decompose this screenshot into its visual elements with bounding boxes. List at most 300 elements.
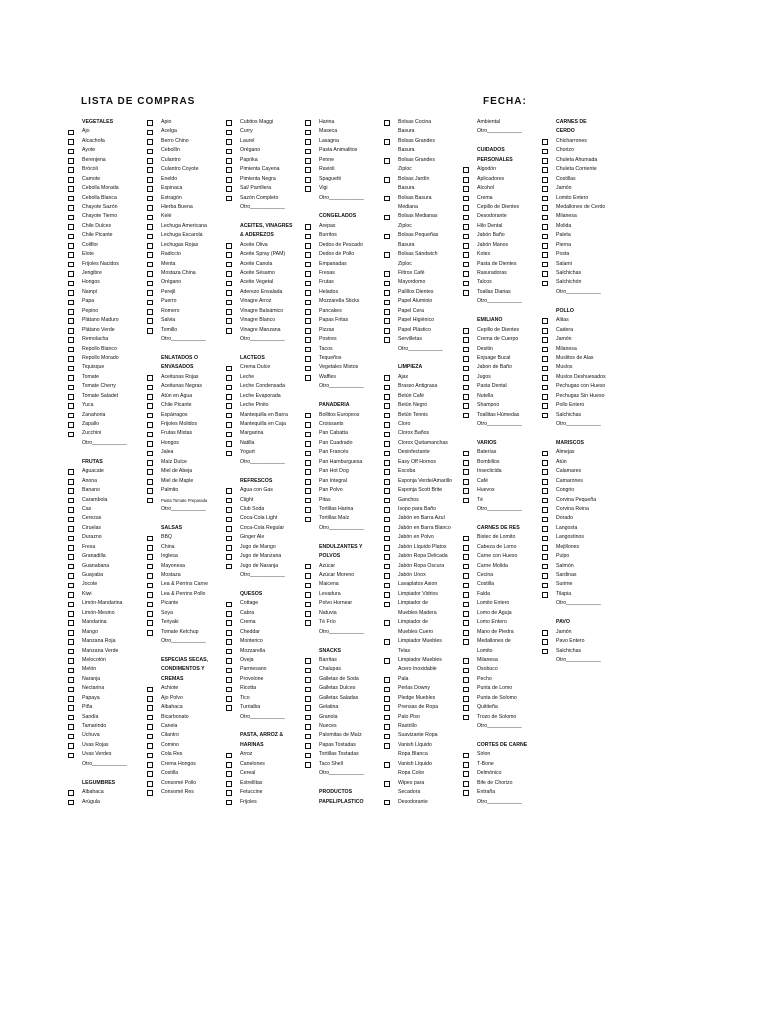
- list-item[interactable]: [376, 552, 458, 561]
- list-item[interactable]: [376, 411, 458, 420]
- list-item[interactable]: [218, 665, 300, 674]
- checkbox-icon[interactable]: [147, 158, 153, 164]
- list-item[interactable]: [455, 401, 537, 410]
- checkbox-icon[interactable]: [68, 158, 74, 164]
- list-item[interactable]: [297, 694, 379, 703]
- checkbox-icon[interactable]: [463, 753, 469, 759]
- checkbox-icon[interactable]: [384, 469, 390, 475]
- checkbox-icon[interactable]: [305, 300, 311, 306]
- checkbox-icon[interactable]: [226, 422, 232, 428]
- list-item[interactable]: [534, 373, 616, 382]
- checkbox-icon[interactable]: [463, 602, 469, 608]
- list-item[interactable]: [534, 628, 616, 637]
- checkbox-icon[interactable]: [384, 290, 390, 296]
- checkbox-icon[interactable]: [305, 507, 311, 513]
- checkbox-icon[interactable]: [384, 441, 390, 447]
- list-item[interactable]: [297, 722, 379, 731]
- list-item[interactable]: [218, 137, 300, 146]
- checkbox-icon[interactable]: [384, 177, 390, 183]
- list-item[interactable]: [139, 297, 221, 306]
- checkbox-icon[interactable]: [147, 469, 153, 475]
- list-item[interactable]: [60, 363, 142, 372]
- list-item[interactable]: [218, 656, 300, 665]
- list-item[interactable]: [376, 382, 458, 391]
- checkbox-icon[interactable]: [68, 318, 74, 324]
- checkbox-icon[interactable]: [305, 668, 311, 674]
- list-item[interactable]: [139, 590, 221, 599]
- list-item[interactable]: [455, 231, 537, 240]
- list-item[interactable]: [218, 647, 300, 656]
- list-item[interactable]: [297, 458, 379, 467]
- list-item[interactable]: [60, 647, 142, 656]
- checkbox-icon[interactable]: [305, 120, 311, 126]
- checkbox-icon[interactable]: [305, 130, 311, 136]
- checkbox-icon[interactable]: [147, 224, 153, 230]
- checkbox-icon[interactable]: [384, 120, 390, 126]
- list-item[interactable]: [297, 750, 379, 759]
- list-item[interactable]: [376, 156, 458, 165]
- checkbox-icon[interactable]: [384, 196, 390, 202]
- checkbox-icon[interactable]: [305, 724, 311, 730]
- list-item[interactable]: [60, 345, 142, 354]
- checkbox-icon[interactable]: [147, 592, 153, 598]
- list-item[interactable]: [455, 288, 537, 297]
- list-item[interactable]: [376, 703, 458, 712]
- checkbox-icon[interactable]: [542, 205, 548, 211]
- checkbox-icon[interactable]: [542, 318, 548, 324]
- list-item[interactable]: [455, 552, 537, 561]
- list-item[interactable]: [60, 750, 142, 759]
- list-item[interactable]: [60, 326, 142, 335]
- checkbox-icon[interactable]: [147, 196, 153, 202]
- list-item[interactable]: [534, 363, 616, 372]
- list-item[interactable]: [139, 552, 221, 561]
- list-item[interactable]: [534, 448, 616, 457]
- checkbox-icon[interactable]: [226, 413, 232, 419]
- checkbox-icon[interactable]: [542, 281, 548, 287]
- checkbox-icon[interactable]: [542, 356, 548, 362]
- checkbox-icon[interactable]: [226, 403, 232, 409]
- checkbox-icon[interactable]: [147, 715, 153, 721]
- list-item[interactable]: [534, 411, 616, 420]
- checkbox-icon[interactable]: [147, 130, 153, 136]
- checkbox-icon[interactable]: [463, 658, 469, 664]
- checkbox-icon[interactable]: [147, 120, 153, 126]
- checkbox-icon[interactable]: [384, 602, 390, 608]
- list-item[interactable]: [297, 335, 379, 344]
- list-item[interactable]: [455, 769, 537, 778]
- list-item[interactable]: [60, 656, 142, 665]
- checkbox-icon[interactable]: [542, 337, 548, 343]
- list-item[interactable]: [455, 345, 537, 354]
- checkbox-icon[interactable]: [226, 300, 232, 306]
- list-item[interactable]: [139, 411, 221, 420]
- list-item[interactable]: [60, 580, 142, 589]
- list-item[interactable]: [534, 278, 616, 287]
- checkbox-icon[interactable]: [226, 271, 232, 277]
- checkbox-icon[interactable]: [68, 611, 74, 617]
- list-item[interactable]: [376, 562, 458, 571]
- checkbox-icon[interactable]: [542, 347, 548, 353]
- checkbox-icon[interactable]: [305, 602, 311, 608]
- checkbox-icon[interactable]: [68, 554, 74, 560]
- list-item[interactable]: [297, 231, 379, 240]
- list-item[interactable]: [218, 486, 300, 495]
- checkbox-icon[interactable]: [542, 554, 548, 560]
- checkbox-icon[interactable]: [305, 469, 311, 475]
- list-item[interactable]: [218, 269, 300, 278]
- list-item[interactable]: [297, 656, 379, 665]
- checkbox-icon[interactable]: [68, 215, 74, 221]
- checkbox-icon[interactable]: [463, 583, 469, 589]
- list-item[interactable]: [297, 599, 379, 608]
- checkbox-icon[interactable]: [542, 394, 548, 400]
- checkbox-icon[interactable]: [226, 677, 232, 683]
- list-item[interactable]: [218, 184, 300, 193]
- checkbox-icon[interactable]: [226, 281, 232, 287]
- list-item[interactable]: [139, 269, 221, 278]
- list-item[interactable]: [297, 241, 379, 250]
- list-item[interactable]: [60, 788, 142, 797]
- checkbox-icon[interactable]: [147, 243, 153, 249]
- checkbox-icon[interactable]: [463, 167, 469, 173]
- checkbox-icon[interactable]: [305, 696, 311, 702]
- list-item[interactable]: [139, 713, 221, 722]
- list-item[interactable]: [376, 694, 458, 703]
- list-item[interactable]: [139, 496, 221, 505]
- list-item[interactable]: [534, 580, 616, 589]
- checkbox-icon[interactable]: [384, 705, 390, 711]
- list-item[interactable]: [60, 382, 142, 391]
- list-item[interactable]: [534, 637, 616, 646]
- list-item[interactable]: [218, 363, 300, 372]
- checkbox-icon[interactable]: [305, 158, 311, 164]
- list-item[interactable]: [297, 684, 379, 693]
- checkbox-icon[interactable]: [147, 215, 153, 221]
- list-item[interactable]: [534, 175, 616, 184]
- checkbox-icon[interactable]: [68, 658, 74, 664]
- checkbox-icon[interactable]: [68, 205, 74, 211]
- checkbox-icon[interactable]: [68, 573, 74, 579]
- checkbox-icon[interactable]: [463, 564, 469, 570]
- list-item[interactable]: [376, 429, 458, 438]
- checkbox-icon[interactable]: [68, 517, 74, 523]
- checkbox-icon[interactable]: [147, 724, 153, 730]
- checkbox-icon[interactable]: [147, 139, 153, 145]
- list-item[interactable]: [139, 165, 221, 174]
- checkbox-icon[interactable]: [305, 479, 311, 485]
- checkbox-icon[interactable]: [147, 234, 153, 240]
- checkbox-icon[interactable]: [542, 403, 548, 409]
- list-item[interactable]: [218, 373, 300, 382]
- checkbox-icon[interactable]: [384, 639, 390, 645]
- list-item[interactable]: [60, 278, 142, 287]
- list-item[interactable]: [455, 609, 537, 618]
- checkbox-icon[interactable]: [542, 592, 548, 598]
- checkbox-icon[interactable]: [542, 375, 548, 381]
- list-item[interactable]: [455, 373, 537, 382]
- list-item[interactable]: [376, 118, 458, 127]
- list-item[interactable]: [60, 543, 142, 552]
- checkbox-icon[interactable]: [147, 620, 153, 626]
- checkbox-icon[interactable]: [68, 526, 74, 532]
- list-item[interactable]: [455, 241, 537, 250]
- list-item[interactable]: [218, 505, 300, 514]
- list-item[interactable]: [297, 590, 379, 599]
- list-item[interactable]: [60, 222, 142, 231]
- checkbox-icon[interactable]: [226, 602, 232, 608]
- list-item[interactable]: [60, 637, 142, 646]
- list-item[interactable]: [297, 222, 379, 231]
- checkbox-icon[interactable]: [384, 394, 390, 400]
- list-item[interactable]: [534, 212, 616, 221]
- list-item[interactable]: [376, 477, 458, 486]
- checkbox-icon[interactable]: [147, 149, 153, 155]
- list-item[interactable]: [139, 137, 221, 146]
- checkbox-icon[interactable]: [147, 262, 153, 268]
- list-item[interactable]: [218, 175, 300, 184]
- checkbox-icon[interactable]: [68, 347, 74, 353]
- list-item[interactable]: [60, 741, 142, 750]
- list-item[interactable]: [139, 194, 221, 203]
- list-item[interactable]: [455, 467, 537, 476]
- list-item[interactable]: [60, 609, 142, 618]
- list-item[interactable]: [139, 694, 221, 703]
- list-item[interactable]: [139, 278, 221, 287]
- list-item[interactable]: [455, 203, 537, 212]
- list-item[interactable]: [139, 241, 221, 250]
- list-item[interactable]: [534, 137, 616, 146]
- list-item[interactable]: [297, 477, 379, 486]
- list-item[interactable]: [218, 675, 300, 684]
- list-item[interactable]: [376, 656, 458, 665]
- list-item[interactable]: [376, 731, 458, 740]
- checkbox-icon[interactable]: [147, 611, 153, 617]
- checkbox-icon[interactable]: [68, 696, 74, 702]
- list-item[interactable]: [455, 628, 537, 637]
- list-item[interactable]: [455, 354, 537, 363]
- list-item[interactable]: [297, 250, 379, 259]
- list-item[interactable]: [455, 269, 537, 278]
- checkbox-icon[interactable]: [147, 328, 153, 334]
- checkbox-icon[interactable]: [68, 262, 74, 268]
- list-item[interactable]: [218, 779, 300, 788]
- list-item[interactable]: [60, 269, 142, 278]
- checkbox-icon[interactable]: [147, 318, 153, 324]
- list-item[interactable]: [376, 779, 458, 788]
- list-item[interactable]: [297, 345, 379, 354]
- checkbox-icon[interactable]: [384, 517, 390, 523]
- checkbox-icon[interactable]: [305, 687, 311, 693]
- list-item[interactable]: [218, 694, 300, 703]
- list-item[interactable]: [218, 609, 300, 618]
- list-item[interactable]: [376, 194, 458, 203]
- list-item[interactable]: [139, 203, 221, 212]
- list-item[interactable]: [60, 392, 142, 401]
- checkbox-icon[interactable]: [542, 167, 548, 173]
- list-item[interactable]: [60, 684, 142, 693]
- list-item[interactable]: [455, 571, 537, 580]
- list-item[interactable]: [139, 477, 221, 486]
- checkbox-icon[interactable]: [68, 639, 74, 645]
- checkbox-icon[interactable]: [463, 479, 469, 485]
- checkbox-icon[interactable]: [305, 234, 311, 240]
- list-item[interactable]: [534, 477, 616, 486]
- checkbox-icon[interactable]: [68, 498, 74, 504]
- checkbox-icon[interactable]: [147, 554, 153, 560]
- checkbox-icon[interactable]: [68, 375, 74, 381]
- list-item[interactable]: [218, 401, 300, 410]
- checkbox-icon[interactable]: [542, 460, 548, 466]
- list-item[interactable]: [376, 373, 458, 382]
- list-item[interactable]: [297, 448, 379, 457]
- list-item[interactable]: [218, 307, 300, 316]
- checkbox-icon[interactable]: [463, 413, 469, 419]
- checkbox-icon[interactable]: [226, 432, 232, 438]
- list-item[interactable]: [218, 382, 300, 391]
- checkbox-icon[interactable]: [147, 252, 153, 258]
- list-item[interactable]: [297, 760, 379, 769]
- list-item[interactable]: [60, 175, 142, 184]
- checkbox-icon[interactable]: [147, 205, 153, 211]
- list-item[interactable]: [218, 118, 300, 127]
- checkbox-icon[interactable]: [384, 139, 390, 145]
- list-item[interactable]: [534, 231, 616, 240]
- checkbox-icon[interactable]: [68, 687, 74, 693]
- list-item[interactable]: [60, 496, 142, 505]
- checkbox-icon[interactable]: [68, 167, 74, 173]
- checkbox-icon[interactable]: [68, 743, 74, 749]
- list-item[interactable]: [297, 260, 379, 269]
- checkbox-icon[interactable]: [542, 564, 548, 570]
- checkbox-icon[interactable]: [384, 620, 390, 626]
- list-item[interactable]: [60, 184, 142, 193]
- list-item[interactable]: [376, 231, 458, 240]
- checkbox-icon[interactable]: [463, 186, 469, 192]
- list-item[interactable]: [139, 571, 221, 580]
- list-item[interactable]: [297, 146, 379, 155]
- list-item[interactable]: [297, 137, 379, 146]
- checkbox-icon[interactable]: [226, 696, 232, 702]
- list-item[interactable]: [297, 741, 379, 750]
- checkbox-icon[interactable]: [305, 224, 311, 230]
- list-item[interactable]: [376, 722, 458, 731]
- checkbox-icon[interactable]: [147, 186, 153, 192]
- checkbox-icon[interactable]: [542, 196, 548, 202]
- list-item[interactable]: [376, 278, 458, 287]
- checkbox-icon[interactable]: [226, 536, 232, 542]
- checkbox-icon[interactable]: [68, 300, 74, 306]
- checkbox-icon[interactable]: [305, 139, 311, 145]
- list-item[interactable]: [455, 637, 537, 646]
- list-item[interactable]: [455, 618, 537, 627]
- list-item[interactable]: [218, 250, 300, 259]
- list-item[interactable]: [218, 684, 300, 693]
- list-item[interactable]: [455, 562, 537, 571]
- checkbox-icon[interactable]: [226, 186, 232, 192]
- checkbox-icon[interactable]: [68, 252, 74, 258]
- list-item[interactable]: [60, 722, 142, 731]
- checkbox-icon[interactable]: [463, 271, 469, 277]
- checkbox-icon[interactable]: [226, 385, 232, 391]
- checkbox-icon[interactable]: [226, 507, 232, 513]
- checkbox-icon[interactable]: [147, 602, 153, 608]
- list-item[interactable]: [376, 448, 458, 457]
- list-item[interactable]: [455, 543, 537, 552]
- checkbox-icon[interactable]: [147, 771, 153, 777]
- list-item[interactable]: [60, 354, 142, 363]
- checkbox-icon[interactable]: [147, 630, 153, 636]
- list-item[interactable]: [60, 467, 142, 476]
- checkbox-icon[interactable]: [463, 375, 469, 381]
- list-item[interactable]: [297, 127, 379, 136]
- list-item[interactable]: [297, 316, 379, 325]
- checkbox-icon[interactable]: [463, 366, 469, 372]
- checkbox-icon[interactable]: [463, 677, 469, 683]
- checkbox-icon[interactable]: [68, 196, 74, 202]
- checkbox-icon[interactable]: [68, 243, 74, 249]
- list-item[interactable]: [376, 524, 458, 533]
- checkbox-icon[interactable]: [463, 337, 469, 343]
- list-item[interactable]: [218, 552, 300, 561]
- list-item[interactable]: [139, 533, 221, 542]
- checkbox-icon[interactable]: [147, 309, 153, 315]
- checkbox-icon[interactable]: [305, 592, 311, 598]
- list-item[interactable]: [376, 760, 458, 769]
- checkbox-icon[interactable]: [463, 234, 469, 240]
- checkbox-icon[interactable]: [226, 564, 232, 570]
- checkbox-icon[interactable]: [68, 734, 74, 740]
- list-item[interactable]: [139, 184, 221, 193]
- checkbox-icon[interactable]: [305, 149, 311, 155]
- list-item[interactable]: [376, 543, 458, 552]
- list-item[interactable]: [218, 165, 300, 174]
- list-item[interactable]: [376, 505, 458, 514]
- checkbox-icon[interactable]: [305, 573, 311, 579]
- checkbox-icon[interactable]: [542, 243, 548, 249]
- checkbox-icon[interactable]: [463, 705, 469, 711]
- list-item[interactable]: [297, 731, 379, 740]
- list-item[interactable]: [376, 618, 458, 627]
- list-item[interactable]: [455, 713, 537, 722]
- checkbox-icon[interactable]: [542, 649, 548, 655]
- checkbox-icon[interactable]: [384, 687, 390, 693]
- checkbox-icon[interactable]: [384, 234, 390, 240]
- list-item[interactable]: [60, 628, 142, 637]
- checkbox-icon[interactable]: [226, 517, 232, 523]
- checkbox-icon[interactable]: [147, 460, 153, 466]
- list-item[interactable]: [455, 458, 537, 467]
- checkbox-icon[interactable]: [463, 243, 469, 249]
- checkbox-icon[interactable]: [68, 328, 74, 334]
- list-item[interactable]: [60, 146, 142, 155]
- list-item[interactable]: [297, 486, 379, 495]
- checkbox-icon[interactable]: [384, 781, 390, 787]
- checkbox-icon[interactable]: [463, 771, 469, 777]
- list-item[interactable]: [297, 118, 379, 127]
- list-item[interactable]: [60, 429, 142, 438]
- checkbox-icon[interactable]: [68, 705, 74, 711]
- list-item[interactable]: [60, 297, 142, 306]
- checkbox-icon[interactable]: [463, 715, 469, 721]
- list-item[interactable]: [218, 297, 300, 306]
- list-item[interactable]: [139, 392, 221, 401]
- checkbox-icon[interactable]: [226, 290, 232, 296]
- list-item[interactable]: [534, 496, 616, 505]
- checkbox-icon[interactable]: [305, 451, 311, 457]
- list-item[interactable]: [60, 533, 142, 542]
- checkbox-icon[interactable]: [542, 536, 548, 542]
